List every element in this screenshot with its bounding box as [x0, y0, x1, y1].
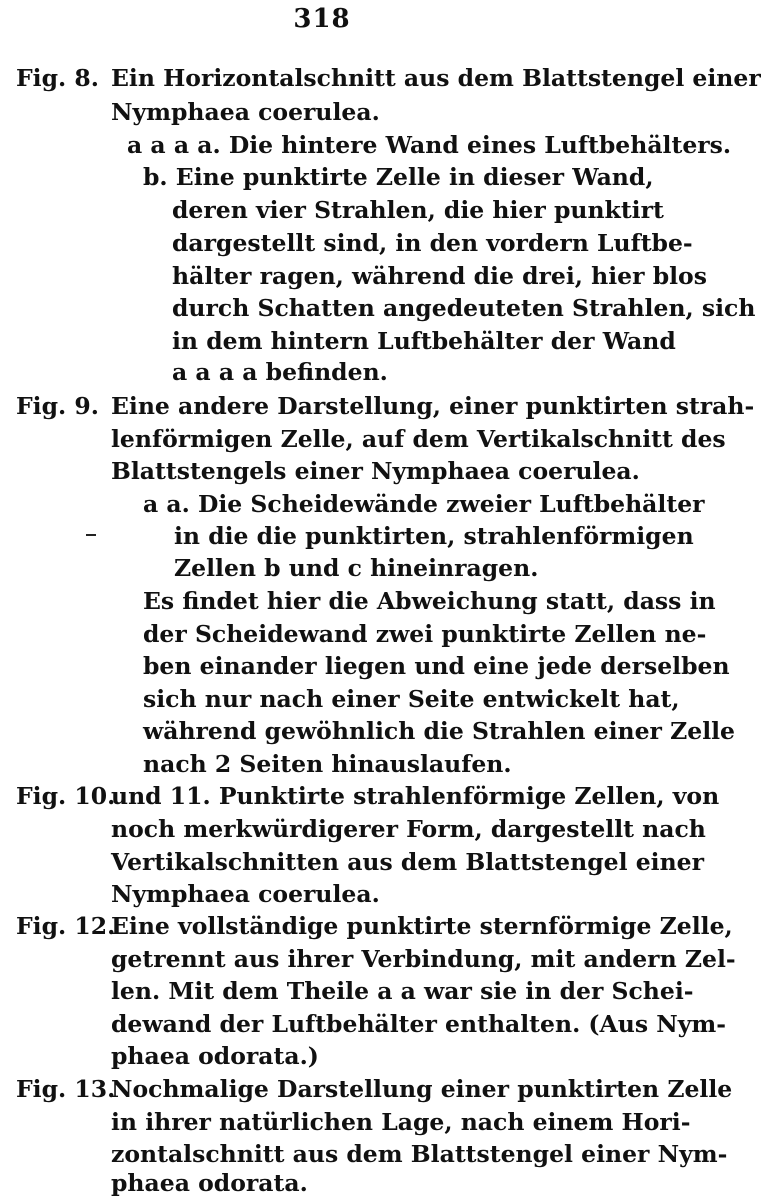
- fig-9-line: während gewöhnlich die Strahlen einer Zelle: [143, 717, 736, 745]
- fig-9-label: Fig. 9.: [16, 392, 99, 420]
- fig-9-line: a a. Die Scheidewände zweier Luftbehälter: [143, 490, 705, 518]
- fig-9-line: in die die punktirten, strahlenförmigen: [174, 522, 694, 550]
- fig-9-line: lenförmigen Zelle, auf dem Vertikalschnitt des: [111, 425, 726, 453]
- fig-9-line: nach 2 Seiten hinauslaufen.: [143, 750, 512, 778]
- fig-12-line: Eine vollständige punktirte sternförmige Zelle,: [111, 912, 733, 940]
- fig-12-line: getrennt aus ihrer Verbindung, mit andern Zel-: [111, 945, 736, 973]
- fig-9-line: Eine andere Darstellung, einer punktirten strah-: [111, 392, 755, 420]
- fig-13-line: zontalschnitt aus dem Blattstengel einer Nym-: [111, 1140, 728, 1168]
- fig-8-line: Ein Horizontalschnitt aus dem Blattstengel einer: [111, 64, 761, 92]
- page-number: 318: [293, 4, 351, 34]
- fig-8-line: Nymphaea coerulea.: [111, 98, 380, 126]
- fig-9-line: sich nur nach einer Seite entwickelt hat,: [143, 685, 680, 713]
- fig-10-label: Fig. 10.: [16, 782, 116, 810]
- fig-12-line: len. Mit dem Theile a a war sie in der Schei-: [111, 977, 694, 1005]
- fig-10-line: und 11. Punktirte strahlenförmige Zellen, von: [111, 782, 720, 810]
- fig-8-line: durch Schatten angedeuteten Strahlen, sich: [172, 294, 756, 322]
- fig-9-line: Es findet hier die Abweichung statt, dass in: [143, 587, 716, 615]
- fig-10-line: Nymphaea coerulea.: [111, 880, 380, 908]
- fig-9-line: Blattstengels einer Nymphaea coerulea.: [111, 457, 640, 485]
- fig-8-label: Fig. 8.: [16, 64, 99, 92]
- fig-8-line: deren vier Strahlen, die hier punktirt: [172, 196, 664, 224]
- fig-8-line: hälter ragen, während die drei, hier blos: [172, 262, 707, 290]
- fig-13-line: Nochmalige Darstellung einer punktirten Zelle: [111, 1075, 733, 1103]
- fig-8-line: a a a a befinden.: [172, 358, 388, 386]
- margin-mark: [86, 534, 96, 536]
- fig-13-line: phaea odorata.: [111, 1169, 308, 1197]
- fig-10-line: noch merkwürdigerer Form, dargestellt nach: [111, 815, 706, 843]
- fig-10-line: Vertikalschnitten aus dem Blattstengel einer: [111, 848, 704, 876]
- fig-13-label: Fig. 13.: [16, 1075, 116, 1103]
- fig-9-line: Zellen b und c hineinragen.: [174, 554, 539, 582]
- fig-12-label: Fig. 12.: [16, 912, 116, 940]
- fig-8-line: dargestellt sind, in den vordern Luftbe-: [172, 229, 693, 257]
- fig-12-line: dewand der Luftbehälter enthalten. (Aus Nym-: [111, 1010, 727, 1038]
- fig-8-line: b. Eine punktirte Zelle in dieser Wand,: [143, 163, 654, 191]
- fig-13-line: in ihrer natürlichen Lage, nach einem Hori-: [111, 1108, 691, 1136]
- fig-12-line: phaea odorata.): [111, 1042, 319, 1070]
- fig-8-line: a a a a. Die hintere Wand eines Luftbehälters.: [127, 131, 732, 159]
- fig-9-line: der Scheidewand zwei punktirte Zellen ne-: [143, 620, 707, 648]
- fig-9-line: ben einander liegen und eine jede derselben: [143, 652, 730, 680]
- fig-8-line: in dem hintern Luftbehälter der Wand: [172, 327, 676, 355]
